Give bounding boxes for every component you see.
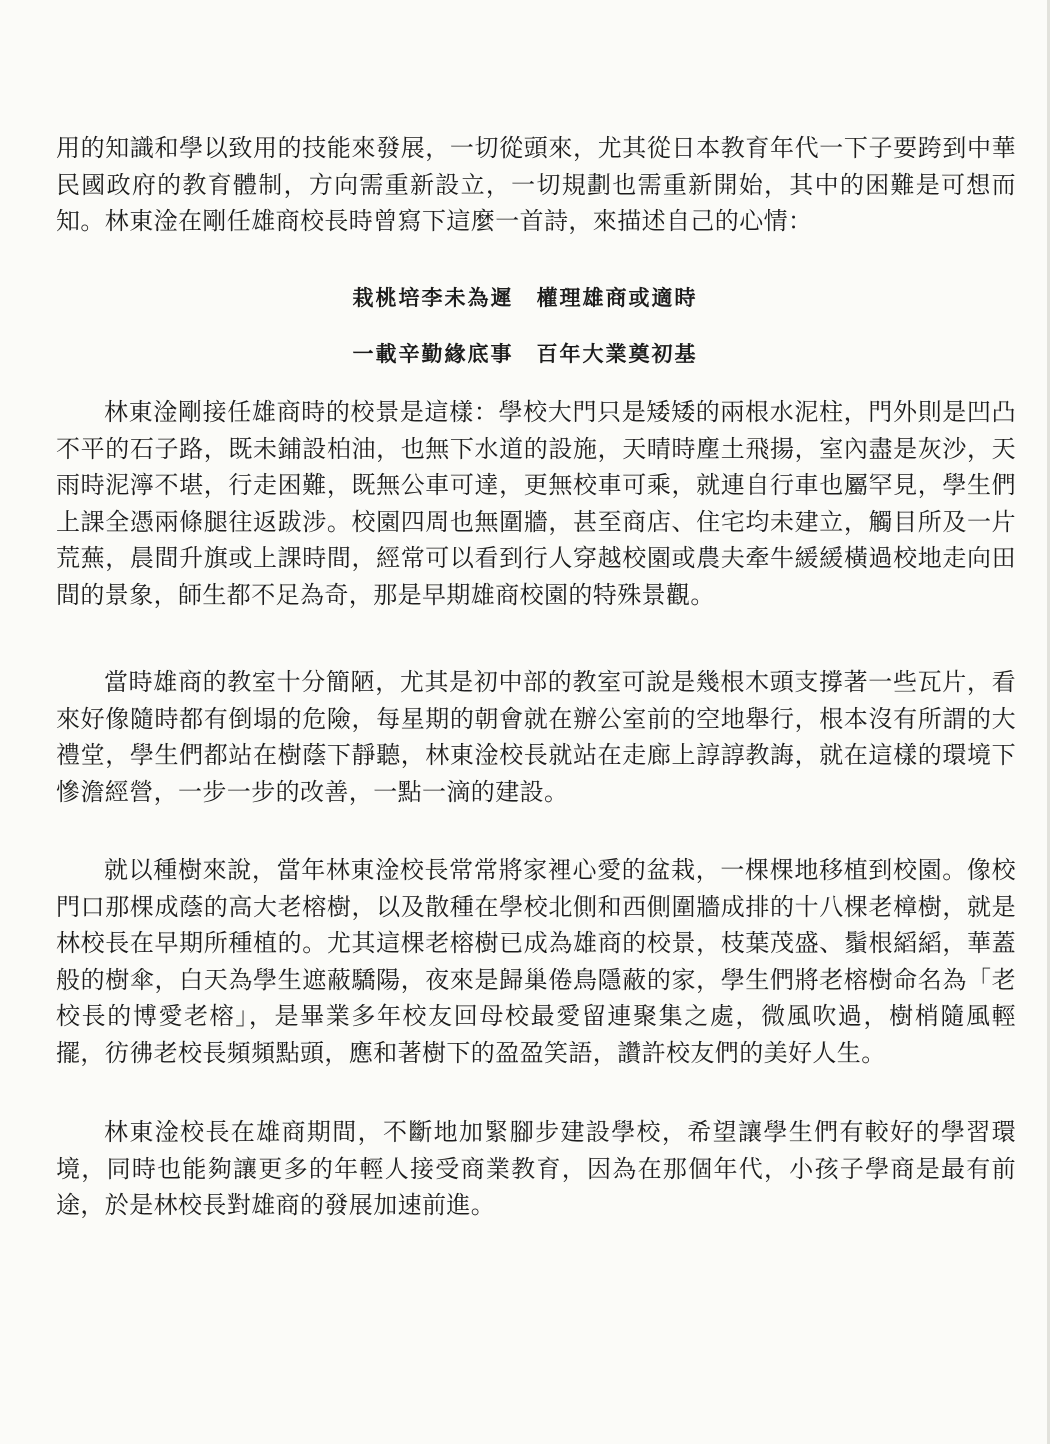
paragraph-school-development: 林東淦校長在雄商期間，不斷地加緊腳步建設學校，希望讓學生們有較好的學習環境，同時也能夠讓更多的年輕人接受商業教育，因為在那個年代，小孩子學商是最有前途，於是林校長對雄商的發展加速前進。 xyxy=(56,1118,1016,1219)
paragraph-classrooms: 當時雄商的教室十分簡陋，尤其是初中部的教室可說是幾根木頭支撐著一些瓦片，看來好像隨時都有倒塌的危險，每星期的朝會就在辦公室前的空地舉行，根本沒有所謂的大禮堂，學生們都站在樹蔭下靜聽，林東淦校長就站在走廊上諄諄教誨，就在這樣的環境下慘澹經營，一步一步的改善，一點一滴的建設。 xyxy=(56,668,1016,806)
poem-line-2: 一載辛勤緣底事 百年大業奠初基 xyxy=(352,341,698,366)
paragraph-school-scenery: 林東淦剛接任雄商時的校景是這樣：學校大門只是矮矮的兩根水泥柱，門外則是凹凸不平的石子路，既未鋪設柏油，也無下水道的設施，天晴時塵土飛揚，室內盡是灰沙，天雨時泥濘不堪，行走困難，既無公車可達，更無校車可乘，就連自行車也屬罕見，學生們上課全憑兩條腿往返跋涉。校園四周也無圍牆，甚至商店、住宅均未建立，觸目所及一片荒蕪，晨間升旗或上課時間，經常可以看到行人穿越校園或農夫牽牛緩緩橫過校地走向田間的景象，師生都不足為奇，那是早期雄商校園的特殊景觀。 xyxy=(56,398,1016,609)
paragraph-tree-planting: 就以種樹來說，當年林東淦校長常常將家裡心愛的盆栽，一棵棵地移植到校園。像校門口那棵成蔭的高大老榕樹，以及散種在學校北側和西側圍牆成排的十八棵老樟樹，就是林校長在早期所種植的。尤其這棵老榕樹已成為雄商的校景，枝葉茂盛、鬚根縚縚，華蓋般的樹傘，白天為學生遮蔽驕陽，夜來是歸巢倦鳥隱蔽的家，學生們將老榕樹命名為「老校長的博愛老榕」，是畢業多年校友回母校最愛留連聚集之處，微風吹過，樹梢隨風輕擺，彷彿老校長頻頻點頭，應和著樹下的盈盈笑語，讚許校友們的美好人生。 xyxy=(56,856,1016,1067)
intro-paragraph: 用的知識和學以致用的技能來發展，一切從頭來，尤其從日本教育年代一下子要跨到中華民國政府的教育體制，方向需重新設立，一切規劃也需重新開始，其中的困難是可想而知。林東淦在剛任雄商校長時曾寫下這麼一首詩，來描述自己的心情： xyxy=(56,134,1016,235)
poem-line-1: 栽桃培李未為遲 權理雄商或適時 xyxy=(352,285,698,310)
